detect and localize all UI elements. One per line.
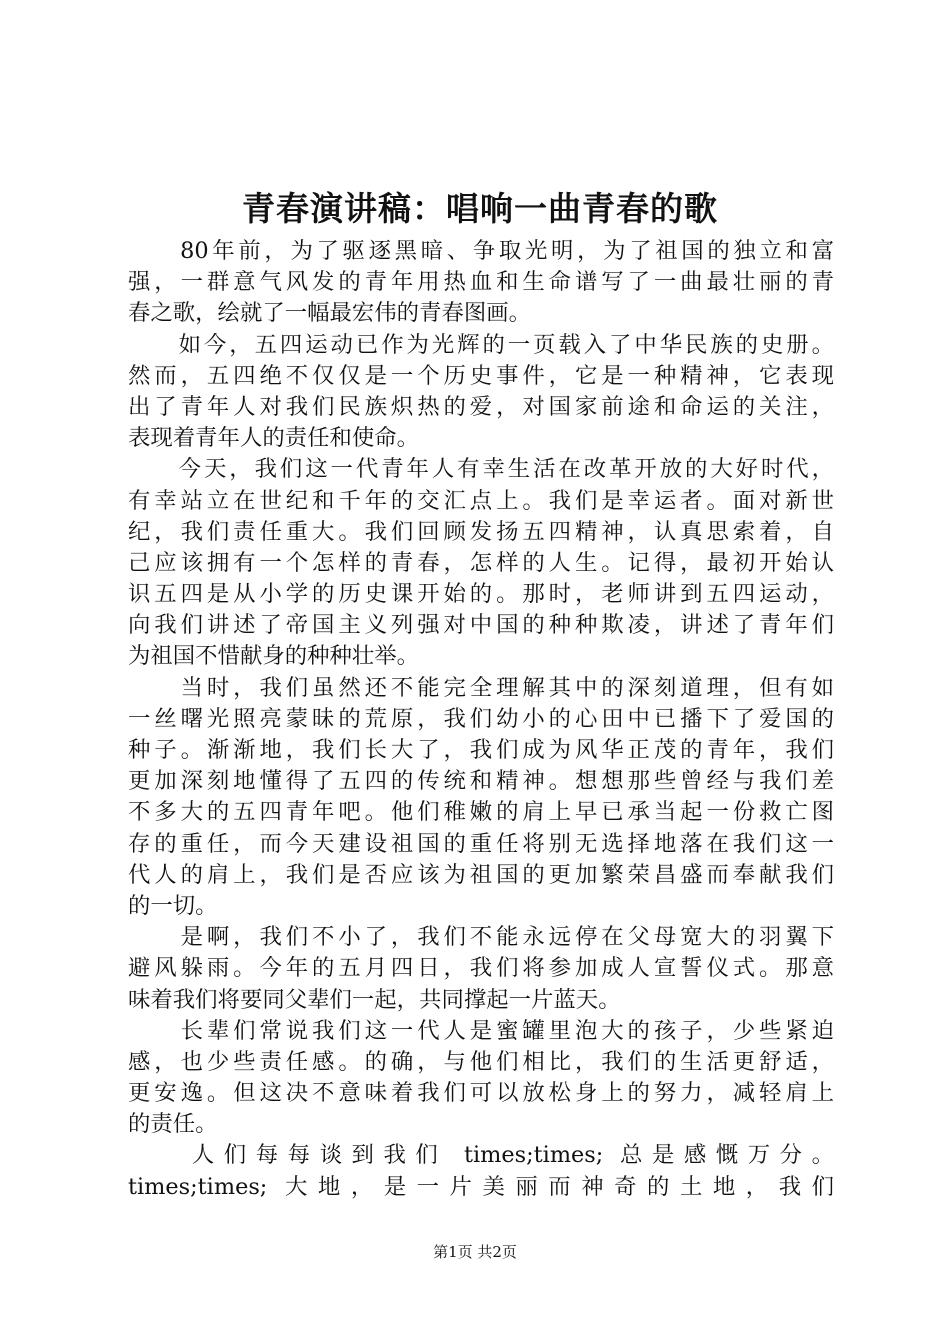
- paragraph-line: 更加深刻地懂得了五四的传统和精神。想想那些曾经与我们差: [128, 768, 834, 795]
- paragraph-line: 一丝曙光照亮蒙昧的荒原，我们幼小的心田中已播下了爱国的: [128, 705, 834, 732]
- paragraph-line: 出了青年人对我们民族炽热的爱，对国家前途和命运的关注，: [128, 393, 834, 420]
- paragraph-line: 春之歌，绘就了一幅最宏伟的青春图画。: [128, 300, 532, 327]
- document-body: [128, 236, 834, 1203]
- paragraph-line: 感，也少些责任感。的确，与他们相比，我们的生活更舒适，: [128, 1048, 834, 1075]
- paragraph-line: 然而，五四绝不仅仅是一个历史事件，它是一种精神，它表现: [128, 362, 834, 389]
- paragraph-line: 的责任。: [128, 1111, 218, 1138]
- paragraph: [128, 1140, 834, 1202]
- paragraph: [128, 236, 834, 330]
- paragraph-line: 识五四是从小学的历史课开始的。那时，老师讲到五四运动，: [128, 581, 834, 608]
- paragraph-line: 己应该拥有一个怎样的青春，怎样的人生。记得，最初开始认: [128, 549, 834, 576]
- paragraph-line: 避风躲雨。今年的五月四日，我们将参加成人宣誓仪式。那意: [128, 955, 834, 982]
- paragraph: [128, 673, 834, 923]
- paragraph-line: 当时，我们虽然还不能完全理解其中的深刻道理，但有如: [128, 674, 834, 701]
- paragraph-line: 味着我们将要同父辈们一起，共同撑起一片蓝天。: [128, 986, 621, 1013]
- paragraph-line: 80年前，为了驱逐黑暗、争取光明，为了祖国的独立和富: [128, 238, 834, 264]
- paragraph-line: 纪，我们责任重大。我们回顾发扬五四精神，认真思索着，自: [128, 518, 834, 545]
- paragraph: [128, 330, 834, 455]
- paragraph: [128, 922, 834, 1016]
- paragraph-line: times;times; 大地，是一片美丽而神奇的土地，我们: [128, 1173, 834, 1200]
- paragraph-line: 的一切。: [128, 892, 218, 919]
- paragraph-line: 有幸站立在世纪和千年的交汇点上。我们是幸运者。面对新世: [128, 487, 834, 514]
- paragraph-line: 代人的肩上，我们是否应该为祖国的更加繁荣昌盛而奉献我们: [128, 861, 834, 888]
- paragraph-line: 更安逸。但这决不意味着我们可以放松身上的努力，减轻肩上: [128, 1080, 834, 1107]
- paragraph-line: 是啊，我们不小了，我们不能永远停在父母宽大的羽翼下: [128, 924, 834, 951]
- paragraph-line: 如今，五四运动已作为光辉的一页载入了中华民族的史册。: [128, 331, 834, 358]
- paragraph-line: 种子。渐渐地，我们长大了，我们成为风华正茂的青年，我们: [128, 737, 834, 763]
- page-footer: 第1页 共2页: [433, 1243, 517, 1261]
- paragraph-line: 长辈们常说我们这一代人是蜜罐里泡大的孩子，少些紧迫: [128, 1017, 834, 1044]
- paragraph-line: 存的重任，而今天建设祖国的重任将别无选择地落在我们这一: [128, 830, 834, 857]
- paragraph-line: 不多大的五四青年吧。他们稚嫩的肩上早已承当起一份救亡图: [128, 799, 834, 826]
- paragraph-line: 为祖国不惜献身的种种壮举。: [128, 643, 420, 670]
- paragraph-line: 强，一群意气风发的青年用热血和生命谱写了一曲最壮丽的青: [128, 269, 834, 296]
- paragraph-line: 表现着青年人的责任和使命。: [128, 425, 420, 452]
- paragraph: [128, 1016, 834, 1141]
- paragraph-line: 向我们讲述了帝国主义列强对中国的种种欺凌，讲述了青年们: [128, 612, 834, 639]
- document-title: 青春演讲稿：唱响一曲青春的歌: [242, 189, 718, 228]
- paragraph: [128, 454, 834, 672]
- paragraph-line: 人们每每谈到我们 times;times; 总是感慨万分。: [128, 1142, 834, 1169]
- paragraph-line: 今天，我们这一代青年人有幸生活在改革开放的大好时代，: [128, 456, 834, 483]
